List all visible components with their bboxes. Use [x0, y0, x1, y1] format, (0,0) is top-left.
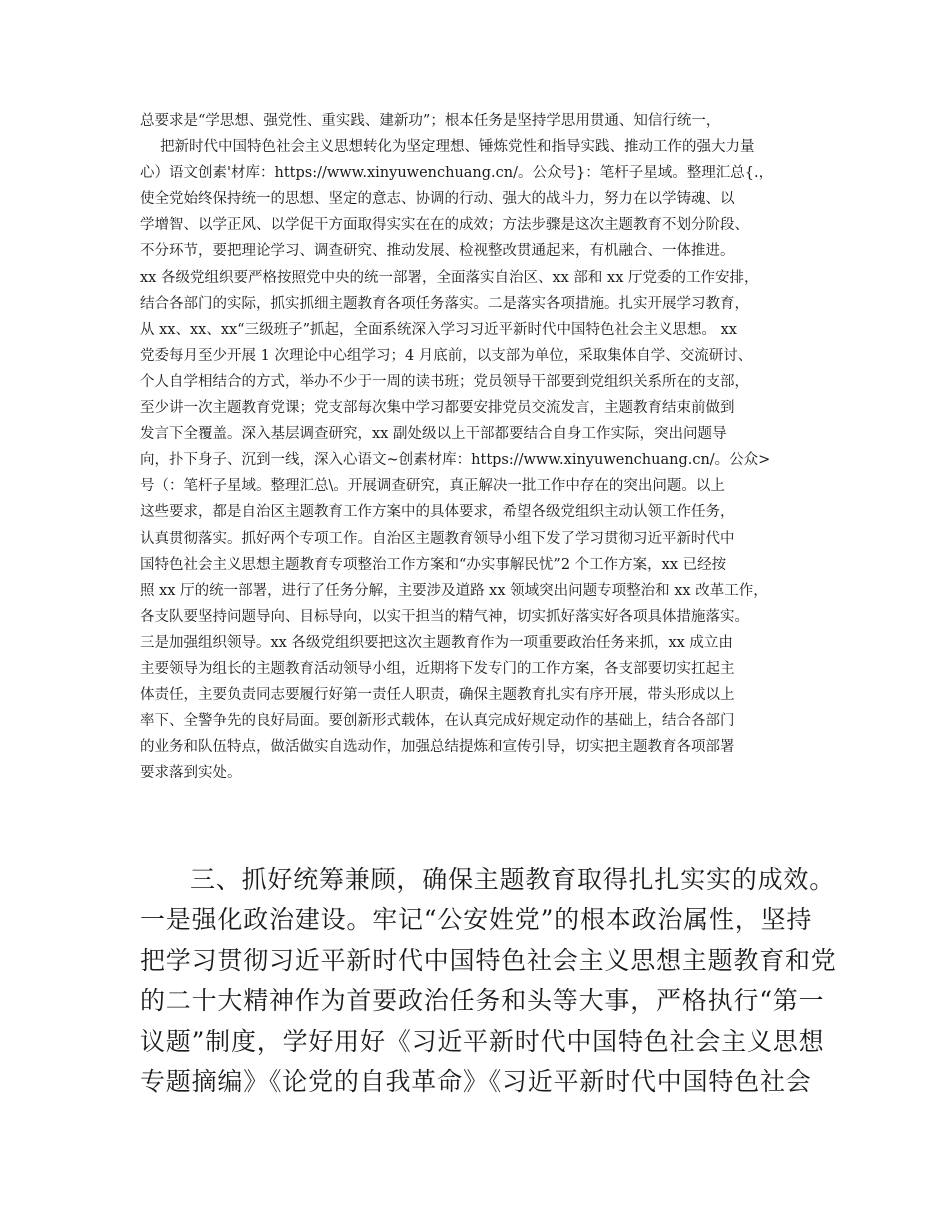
- text-line: 这些要求，都是自治区主题教育工作方案中的具体要求，希望各级党组织主动认领工作任务，: [140, 504, 735, 521]
- text-line: 学增智、以学正风、以学促干方面取得实实在在的成效；方法步骤是这次主题教育不划分阶段、: [140, 217, 749, 234]
- text-line: 率下、全警争先的良好局面。要创新形式载体，在认真完成好规定动作的基础上，结合各部门: [140, 713, 735, 730]
- text-line: 体责任，主要负责同志要履行好第一责任人职责，确保主题教育扎实有序开展，带头形成以上: [140, 687, 735, 704]
- text-line: 把新时代中国特色社会主义思想转化为坚定理想、锤炼党性和指导实践、推动工作的强大力量: [160, 139, 755, 156]
- text-line: 主要领导为组长的主题教育活动领导小组，近期将下发专门的工作方案，各支部要切实扛起主: [140, 660, 735, 677]
- text-line: 向，扑下身子、沉到一线，深入心语文~创素材库：https://www.xinyuwenchuang.cn/。公众>: [140, 452, 771, 469]
- text-line: 不分环节，要把理论学习、调查研究、推动发展、检视整改贯通起来，有机融合、一体推进。: [140, 243, 735, 260]
- text-line: 认真贯彻落实。抓好两个专项工作。自治区主题教育领导小组下发了学习贯彻习近平新时代中: [140, 530, 735, 547]
- text-line: 从 xx、xx、xx“三级班子”抓起，全面系统深入学习习近平新时代中国特色社会主义思想。 xx: [140, 321, 737, 338]
- text-line: 的二十大精神作为首要政治任务和头等大事，严格执行“第一: [140, 986, 825, 1016]
- text-line: 照 xx 厅的统一部署，进行了任务分解，主要涉及道路 xx 领域突出问题专项整治和 xx 改革工作，: [140, 582, 768, 599]
- text-line: 的业务和队伍特点，做活做实自选动作，加强总结提炼和宣传引导，切实把主题教育各项部署: [140, 739, 735, 756]
- section-heading-line: 三、抓好统筹兼顾，确保主题教育取得扎扎实实的成效。: [190, 865, 836, 894]
- text-line: 总要求是“学思想、强党性、重实践、建新功”；根本任务是坚持学思用贯通、知信行统一，: [140, 113, 721, 129]
- text-line: 各支队要坚持问题导向、目标导向，以实干担当的精气神，切实抓好落实好各项具体措施落实。: [140, 608, 749, 625]
- text-line: 把学习贯彻习近平新时代中国特色社会主义思想主题教育和党: [140, 945, 837, 975]
- text-line: 一是强化政治建设。牢记“公安姓党”的根本政治属性，坚持: [140, 905, 813, 935]
- text-line: xx 各级党组织要严格按照党中央的统一部署，全面落实自治区、xx 部和 xx 厅党委的工作安排，: [140, 269, 759, 286]
- text-line: 至少讲一次主题教育党课；党支部每次集中学习都要安排党员交流发言，主题教育结束前做到: [140, 400, 735, 417]
- body-paragraph-large: [140, 860, 837, 1102]
- text-line: 党委每月至少开展 1 次理论中心组学习；4 月底前，以支部为单位，采取集体自学、交流研讨、: [140, 347, 753, 364]
- text-line: 要求落到实处。: [140, 765, 242, 782]
- text-line: 使全党始终保持统一的思想、坚定的意志、协调的行动、强大的战斗力，努力在以学铸魂、以: [140, 191, 735, 208]
- text-line: 心）语文创素'材库：https://www.xinyuwenchuang.cn/。公众号}：笔杆子星域。整理汇总{.，: [140, 165, 774, 182]
- text-line: 号（：笔杆子星域。整理汇总\。开展调查研究，真正解决一批工作中存在的突出问题。以上: [140, 478, 725, 495]
- text-line: 个人自学相结合的方式，举办不少于一周的读书班；党员领导干部要到党组织关系所在的支部，: [140, 373, 749, 390]
- text-line: 议题”制度，学好用好《习近平新时代中国特色社会主义思想: [140, 1026, 825, 1056]
- text-line: 结合各部门的实际，抓实抓细主题教育各项任务落实。二是落实各项措施。扎实开展学习教育，: [140, 295, 749, 312]
- text-line: 发言下全覆盖。深入基层调查研究，xx 副处级以上干部都要结合自身工作实际，突出问题导: [140, 426, 727, 443]
- text-line: 国特色社会主义思想主题教育专项整治工作方案和“办实事解民忧”2 个工作方案，xx 已经按: [140, 556, 727, 573]
- text-line: 三是加强组织领导。xx 各级党组织要把这次主题教育作为一项重要政治任务来抓，xx 成立由: [140, 634, 733, 651]
- body-paragraph-small: [140, 108, 820, 786]
- text-line: 专题摘编》《论党的自我革命》《习近平新时代中国特色社会: [140, 1066, 812, 1096]
